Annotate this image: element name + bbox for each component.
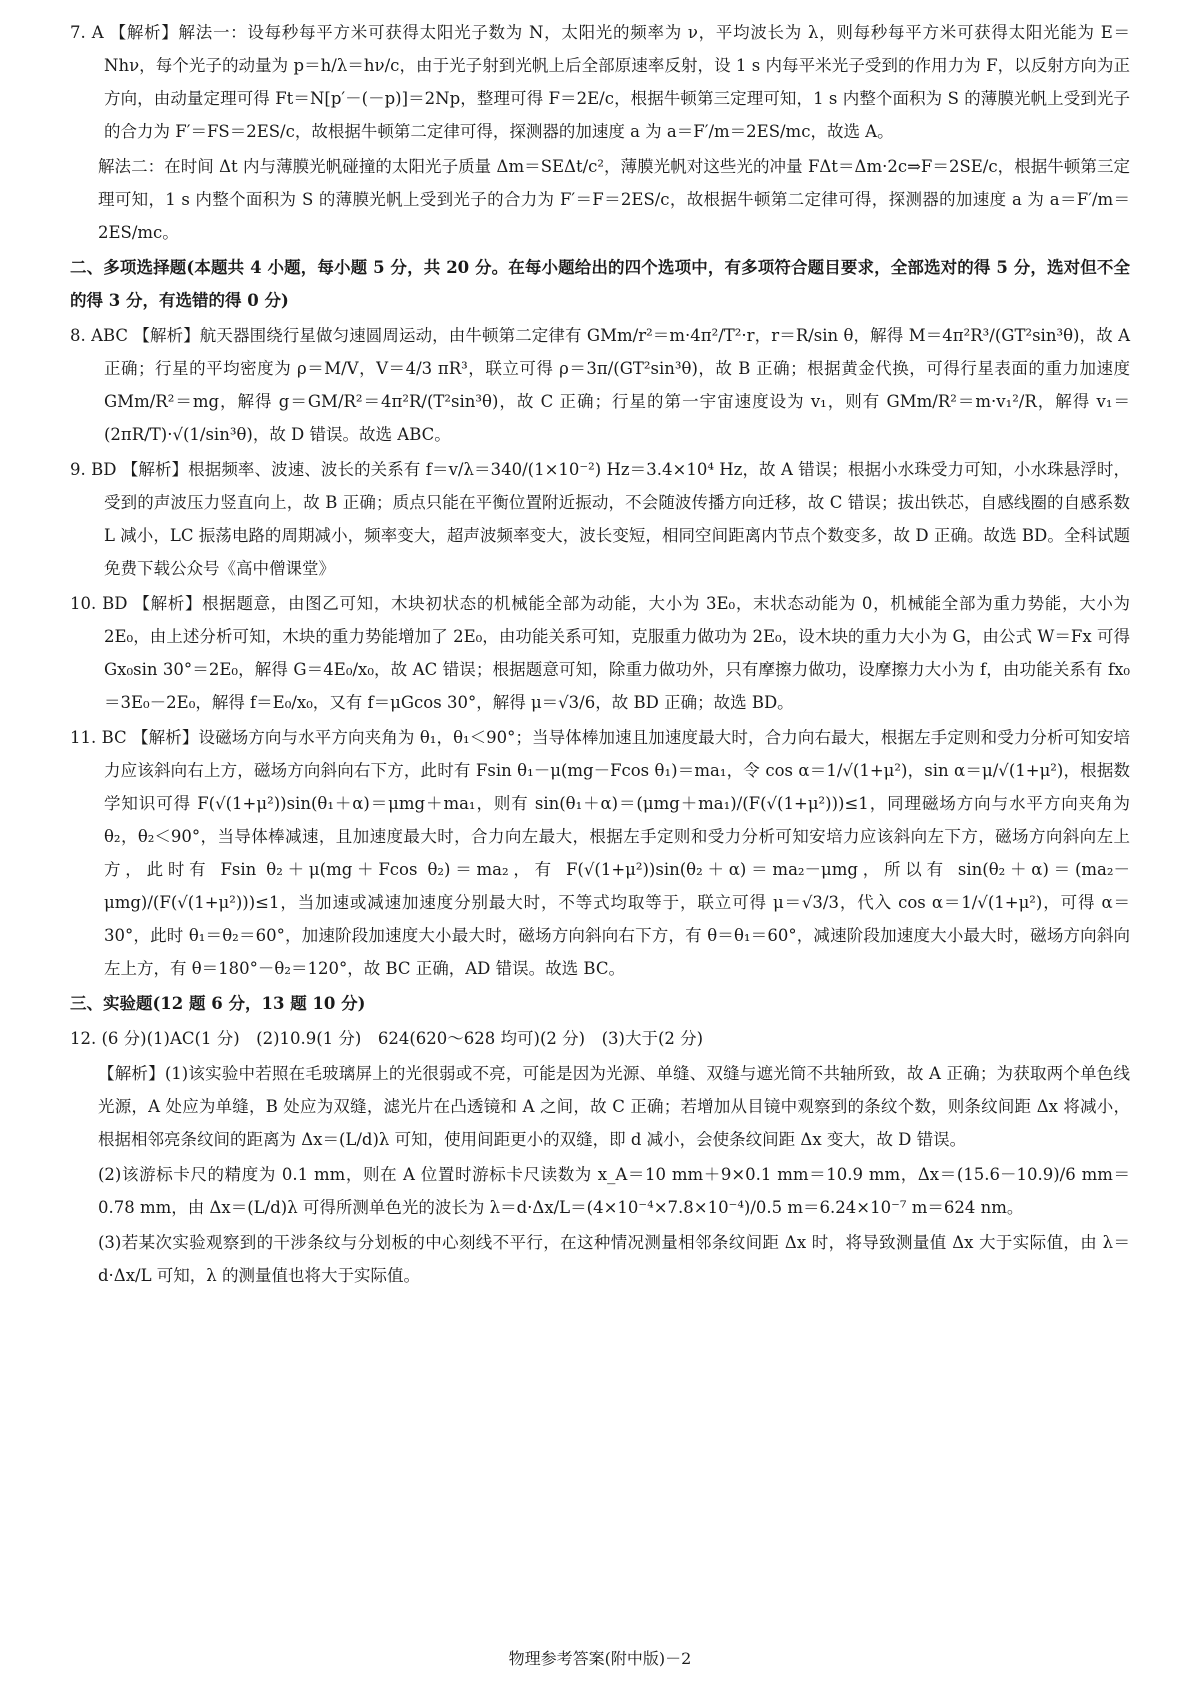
q7-answer: 7. A 【解析】解法一：设每秒每平方米可获得太阳光子数为 N，太阳光的频率为 ν，平均波长为 λ，则每秒每平方米可获得太阳光能为 E＝Nhν，每个光子的动量为 p＝h/λ＝hν/c，由于光子射到光帆上后全部原速率反射，设 1 s 内每平米光子受到的作用力为 F，以反射方向为正方向，由动量定理可得 Ft＝N[p′－(－p)]＝2Np，整理可得 F＝2E/c，根据牛顿第三定理可知，1 s 内整个面积为 S 的薄膜光帆上受到光子的合力为 F′＝FS＝2ES/c，故根据牛顿第二定律可得，探测器的加速度 a 为 a＝F′/m＝2ES/mc，故选 A。 [70,23,1130,141]
page-footer: 物理参考答案(附中版)－2 [508,1649,692,1668]
q12-analysis-2: (2)该游标卡尺的精度为 0.1 mm，则在 A 位置时游标卡尺读数为 x_A＝10 mm＋9×0.1 mm＝10.9 mm，Δx＝(15.6－10.9)/6 mm＝0.78 mm，由 Δx＝(L/d)λ 可得所测单色光的波长为 λ＝d·Δx/L＝(4×10⁻⁴×7.8×10⁻⁴)/0.5 m＝6.24×10⁻⁷ m＝624 nm。 [98,1165,1130,1217]
answer-page [70,16,1130,1294]
section-multiple-choice-heading: 二、多项选择题(本题共 4 小题，每小题 5 分，共 20 分。在每小题给出的四个选项中，有多项符合题目要求，全部选对的得 5 分，选对但不全的得 3 分，有选错的得 0 分) [70,258,1130,310]
q10-answer: 10. BD 【解析】根据题意，由图乙可知，木块初状态的机械能全部为动能，大小为 3E₀，末状态动能为 0，机械能全部为重力势能，大小为 2E₀，由上述分析可知，木块的重力势能增加了 2E₀，由功能关系可知，克服重力做功为 2E₀，设木块的重力大小为 G，由公式 W＝Fx 可得 Gx₀sin 30°＝2E₀，解得 G＝4E₀/x₀，故 AC 错误；根据题意可知，除重力做功外，只有摩擦力做功，设摩擦力大小为 f，由功能关系有 fx₀＝3E₀－2E₀，解得 f＝E₀/x₀，又有 f＝μGcos 30°，解得 μ＝√3/6，故 BD 正确；故选 BD。 [70,594,1130,712]
section-experiment-heading: 三、实验题(12 题 6 分，13 题 10 分) [70,994,366,1013]
q7-method2: 解法二：在时间 Δt 内与薄膜光帆碰撞的太阳光子质量 Δm＝SEΔt/c²，薄膜光帆对这些光的冲量 FΔt＝Δm·2c⇒F＝2SE/c，根据牛顿第三定理可知，1 s 内整个面积为 S 的薄膜光帆上受到光子的合力为 F′＝F＝2ES/c，故根据牛顿第二定律可得，探测器的加速度 a 为 a＝F′/m＝2ES/mc。 [98,157,1130,242]
q12-summary: 12. (6 分)(1)AC(1 分) (2)10.9(1 分) 624(620～628 均可)(2 分) (3)大于(2 分) [70,1029,704,1048]
q9-answer: 9. BD 【解析】根据频率、波速、波长的关系有 f＝v/λ＝340/(1×10⁻²) Hz＝3.4×10⁴ Hz，故 A 错误；根据小水珠受力可知，小水珠悬浮时，受到的声波压力竖直向上，故 B 正确；质点只能在平衡位置附近振动，不会随波传播方向迁移，故 C 错误；拔出铁芯，自感线圈的自感系数 L 减小，LC 振荡电路的周期减小，频率变大，超声波频率变大，波长变短，相同空间距离内节点个数变多，故 D 正确。故选 BD。全科试题免费下载公众号《高中僧课堂》 [70,460,1130,578]
q11-answer: 11. BC 【解析】设磁场方向与水平方向夹角为 θ₁，θ₁＜90°；当导体棒加速且加速度最大时，合力向右最大，根据左手定则和受力分析可知安培力应该斜向右上方，磁场方向斜向右下方，此时有 Fsin θ₁－μ(mg－Fcos θ₁)＝ma₁，令 cos α＝1/√(1+μ²)，sin α＝μ/√(1+μ²)，根据数学知识可得 F(√(1+μ²))sin(θ₁＋α)＝μmg＋ma₁，则有 sin(θ₁＋α)＝(μmg＋ma₁)/(F(√(1+μ²)))≤1，同理磁场方向与水平方向夹角为 θ₂，θ₂＜90°，当导体棒减速，且加速度最大时，合力向左最大，根据左手定则和受力分析可知安培力应该斜向左下方，磁场方向斜向左上方，此时有 Fsin θ₂＋μ(mg＋Fcos θ₂)＝ma₂，有 F(√(1+μ²))sin(θ₂＋α)＝ma₂－μmg，所以有 sin(θ₂＋α)＝(ma₂－μmg)/(F(√(1+μ²)))≤1，当加速或减速加速度分别最大时，不等式均取等于，联立可得 μ＝√3/3，代入 cos α＝1/√(1+μ²)，可得 α＝30°，此时 θ₁＝θ₂＝60°，加速阶段加速度大小最大时，磁场方向斜向右下方，有 θ＝θ₁＝60°，减速阶段加速度大小最大时，磁场方向斜向左上方，有 θ＝180°－θ₂＝120°，故 BC 正确，AD 错误。故选 BC。 [70,728,1130,978]
q8-answer: 8. ABC 【解析】航天器围绕行星做匀速圆周运动，由牛顿第二定律有 GMm/r²＝m·4π²/T²·r，r＝R/sin θ，解得 M＝4π²R³/(GT²sin³θ)，故 A 正确；行星的平均密度为 ρ＝M/V，V＝4/3 πR³，联立可得 ρ＝3π/(GT²sin³θ)，故 B 正确；根据黄金代换，可得行星表面的重力加速度 GMm/R²＝mg，解得 g＝GM/R²＝4π²R/(T²sin³θ)，故 C 正确；行星的第一宇宙速度设为 v₁，则有 GMm/R²＝m·v₁²/R，解得 v₁＝(2πR/T)·√(1/sin³θ)，故 D 错误。故选 ABC。 [70,326,1130,444]
q12-analysis-1: 【解析】(1)该实验中若照在毛玻璃屏上的光很弱或不亮，可能是因为光源、单缝、双缝与遮光筒不共轴所致，故 A 正确；为获取两个单色线光源，A 处应为单缝，B 处应为双缝，滤光片在凸透镜和 A 之间，故 C 正确；若增加从目镜中观察到的条纹个数，则条纹间距 Δx 将减小，根据相邻亮条纹间的距离为 Δx＝(L/d)λ 可知，使用间距更小的双缝，即 d 减小，会使条纹间距 Δx 变大，故 D 错误。 [98,1064,1130,1149]
q12-analysis-3: (3)若某次实验观察到的干涉条纹与分划板的中心刻线不平行，在这种情况测量相邻条纹间距 Δx 时，将导致测量值 Δx 大于实际值，由 λ＝d·Δx/L 可知，λ 的测量值也将大于实际值。 [98,1233,1130,1285]
